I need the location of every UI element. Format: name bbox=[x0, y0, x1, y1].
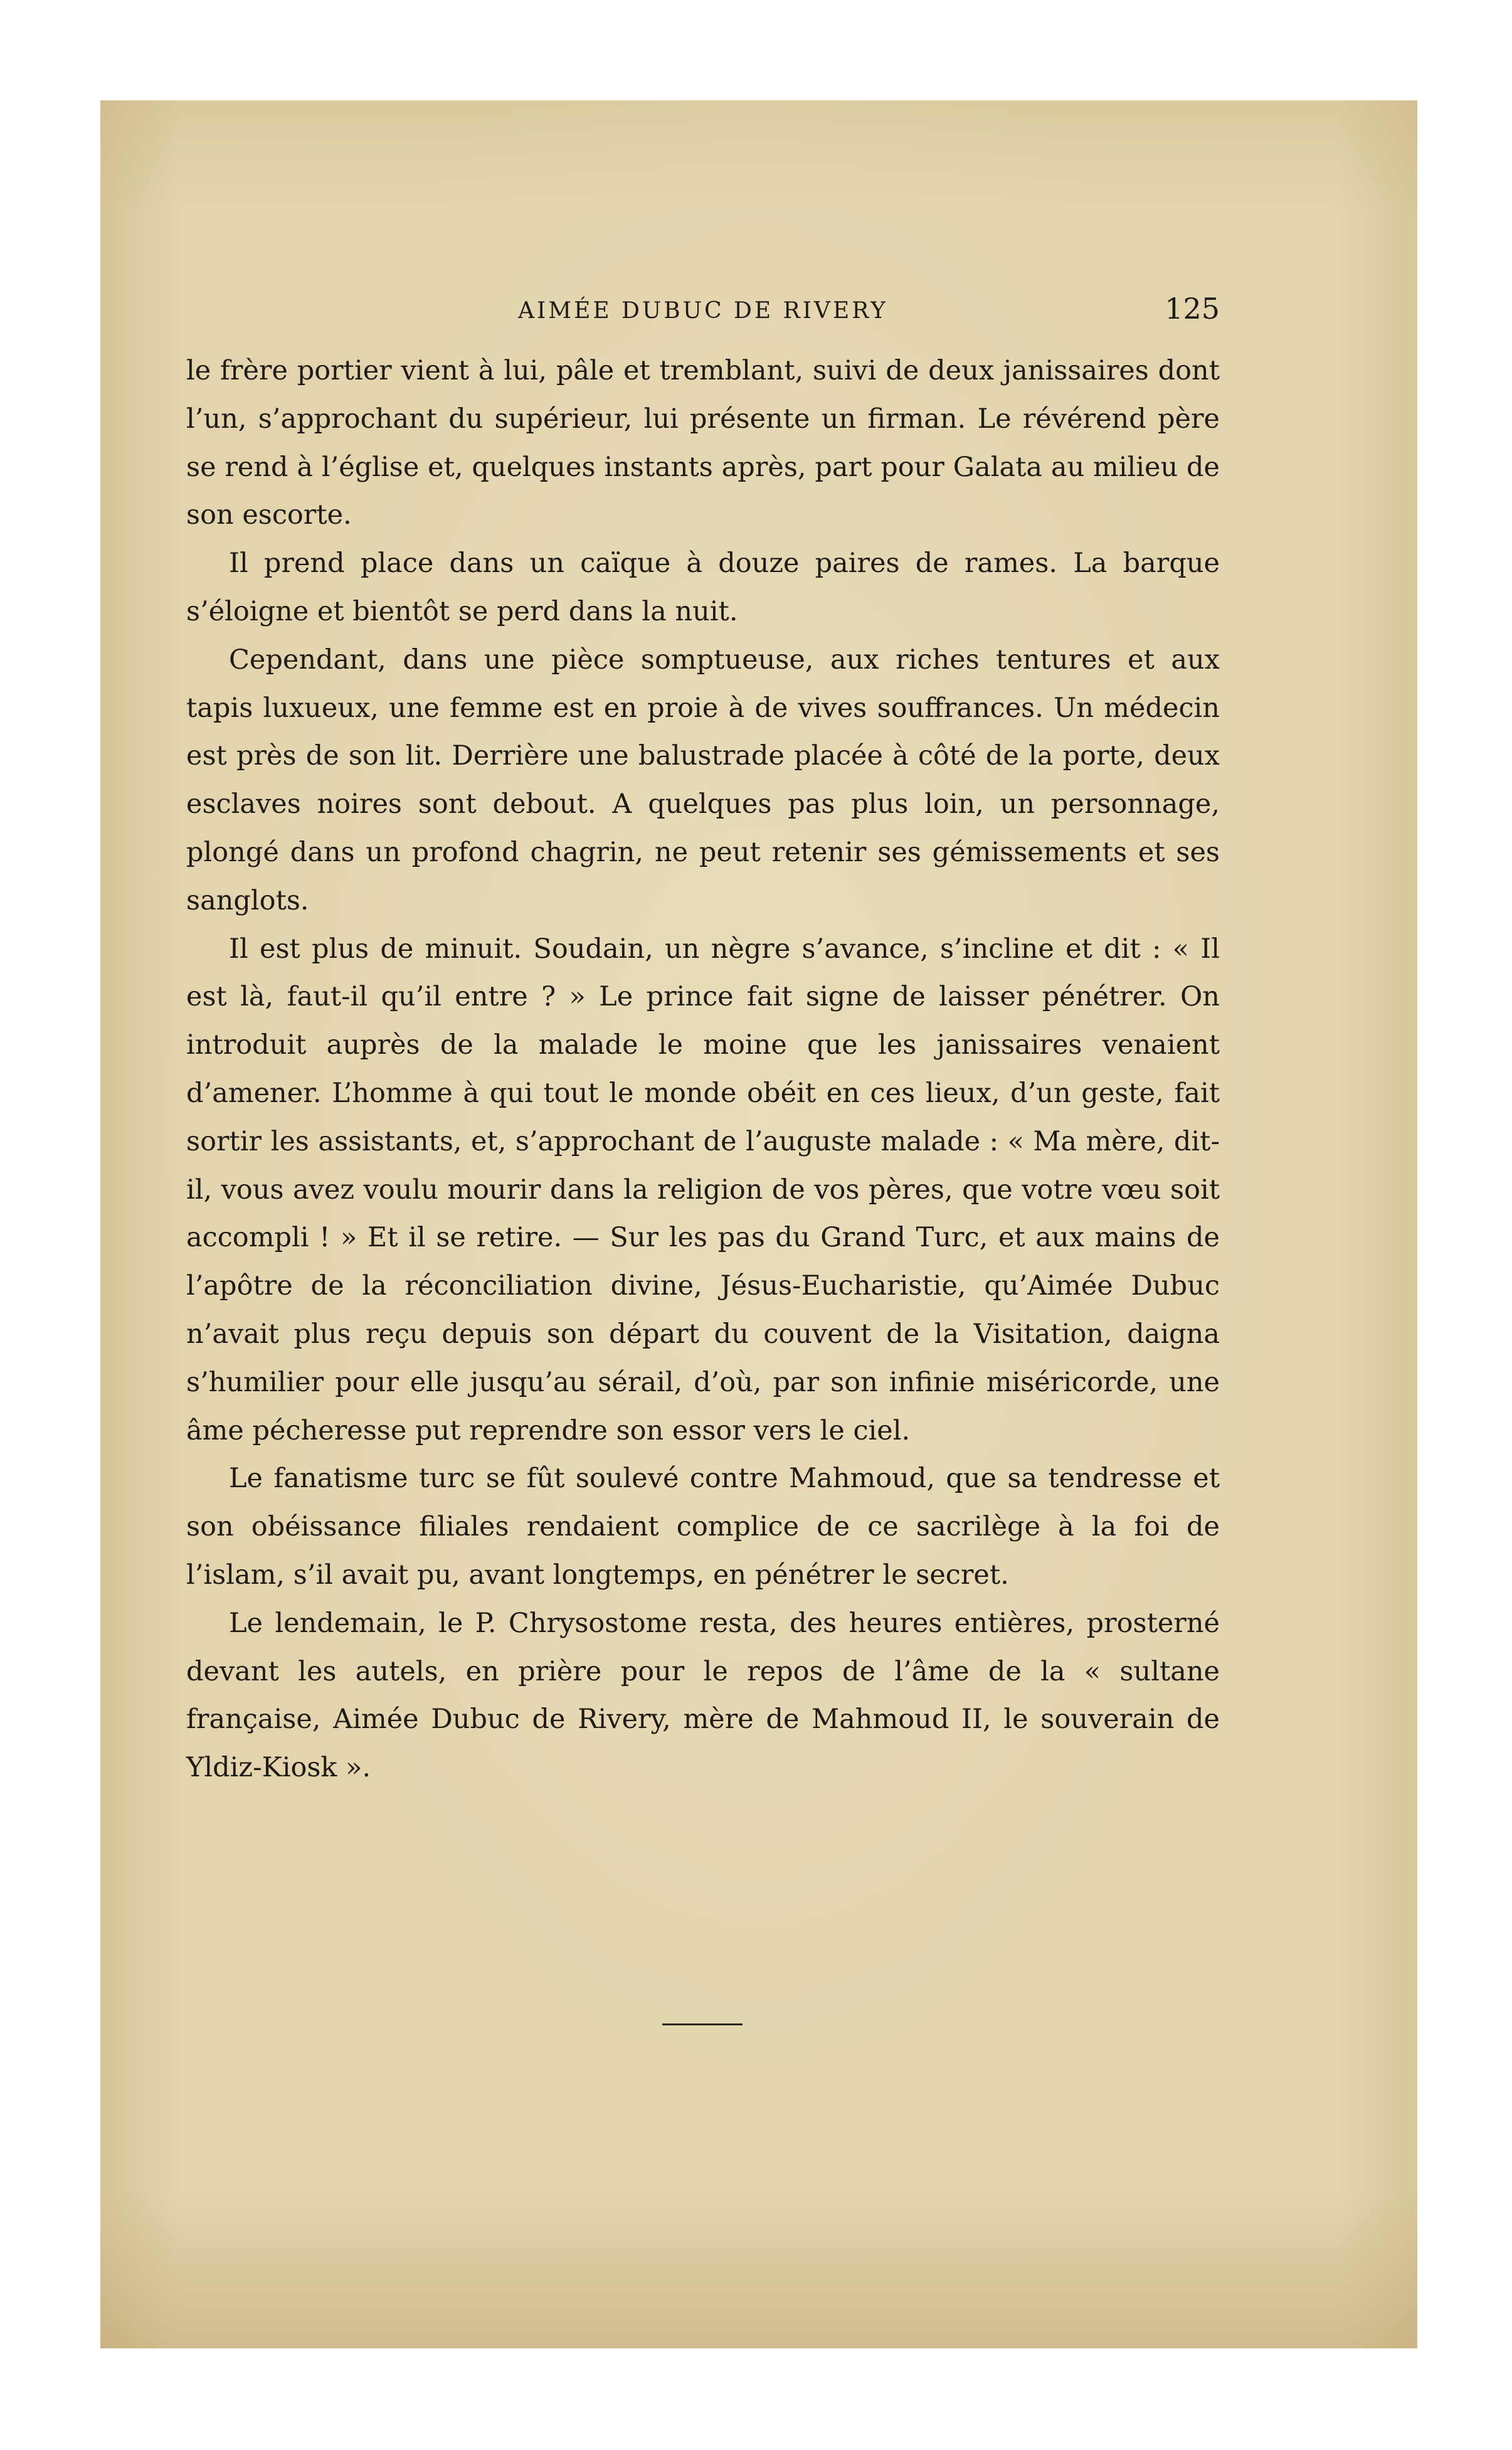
paragraph-5: Le fanatisme turc se fût soulevé contre Mahmoud, que sa tendresse et son obéissance filiales rendaient complice de ce sacrilège à la foi de l’islam, s’il avait pu, avant longtemps, en pénétrer le secret. bbox=[186, 1463, 1220, 1591]
paragraph-2: Il prend place dans un caïque à douze paires de rames. La barque s’éloigne et bientôt se perd dans la nuit. bbox=[186, 548, 1220, 627]
paragraph-4: Il est plus de minuit. Soudain, un nègre s’avance, s’incline et dit : « Il est là, faut-il qu’il entre ? » Le prince fait signe de laisser pénétrer. On introduit auprès de la malade le moine que les janissaires venaient d’amener. L’homme à qui tout le monde obéit en ces lieux, d’un geste, fait sortir les assistants, et, s’approchant de l’auguste malade : « Ma mère, dit-il, vous avez voulu mourir dans la religion de vos pères, que votre vœu soit accompli ! » Et il se retire. — Sur les pas du Grand Turc, et aux mains de l’apôtre de la réconciliation divine, Jésus-Eucharistie, qu’Aimée Dubuc n’avait plus reçu depuis son départ du couvent de la Visitation, daigna s’humilier pour elle jusqu’au sérail, d’où, par son infinie miséricorde, une âme pécheresse put reprendre son essor vers le ciel. bbox=[186, 933, 1220, 1446]
running-header bbox=[186, 292, 1220, 336]
running-title: AIMÉE DUBUC DE RIVERY bbox=[517, 298, 889, 324]
section-end-rule bbox=[662, 2023, 743, 2025]
book-page bbox=[186, 292, 1220, 1792]
page-number: 125 bbox=[1165, 292, 1220, 326]
paragraph-6: Le lendemain, le P. Chrysostome resta, des heures entières, prosterné devant les autels, en prière pour le repos de l’âme de la « sultane française, Aimée Dubuc de Rivery, mère de Mahmoud II, le souverain de Yldiz-Kiosk ». bbox=[186, 1607, 1220, 1784]
paragraph-1: le frère portier vient à lui, pâle et tremblant, suivi de deux janissaires dont l’un, s’approchant du supérieur, lui présente un firman. Le révérend père se rend à l’église et, quelques instants après, part pour Galata au milieu de son escorte. bbox=[186, 355, 1220, 531]
paragraph-3: Cependant, dans une pièce somptueuse, aux riches tentures et aux tapis luxueux, une femme est en proie à de vives souffrances. Un médecin est près de son lit. Derrière une balustrade placée à côté de la porte, deux esclaves noires sont debout. A quelques pas plus loin, un personnage, plongé dans un profond chagrin, ne peut retenir ses gémissements et ses sanglots. bbox=[186, 644, 1220, 916]
body-text bbox=[186, 347, 1220, 1792]
